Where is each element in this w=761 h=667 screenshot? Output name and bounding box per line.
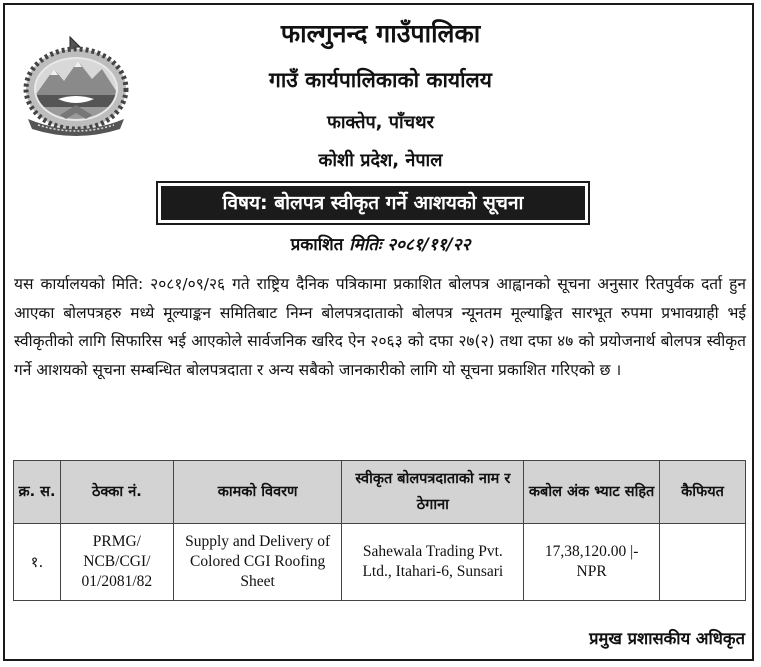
cell-work: Supply and Delivery of Colored CGI Roofing Sheet bbox=[173, 524, 342, 601]
cell-contract-no: PRMG/ NCB/CGI/ 01/2081/82 bbox=[60, 524, 173, 601]
province-line: कोशी प्रदेश, नेपाल bbox=[318, 150, 443, 171]
notice-body: यस कार्यालयको मिति: २०८१/०९/२६ गते राष्ट्रिय दैनिक पत्रिकामा प्रकाशित बोलपत्र आह्वानको सूचना अनुसार रितपुर्वक दर्ता हुन आएका बोलपत्रहरु मध्ये मूल्याङ्कन समितिबाट निम्न बोलपत्रदाताको बोलपत्र न्यूनतम मूल्याङ्कित सारभूत रुपमा प्रभावग्राही भई स्वीकृतीको लागि सिफारिस भई आएकोले सार्वजनिक खरिद ऐन २०६३ को दफा २७(२) तथा दफा ४७ को प्रयोजनार्थ बोलपत्र स्वीकृत गर्ने आशयको सूचना सम्बन्धित बोलपत्रदाता र अन्य सबैको जानकारीको लागि यो सूचना प्रकाशित गरिएको छ । bbox=[14, 275, 746, 379]
office-name: गाउँ कार्यपालिकाको कार्यालय bbox=[269, 68, 492, 92]
header-work: कामको विवरण bbox=[173, 461, 342, 524]
signatory-title: प्रमुख प्रशासकीय अधिकृत bbox=[589, 629, 745, 648]
header-sn: क्र. स. bbox=[14, 461, 61, 524]
cell-sn: १. bbox=[14, 524, 61, 601]
notice-subject: विषय: बोलपत्र स्वीकृत गर्ने आशयको सूचना bbox=[158, 183, 588, 223]
published-label: प्रकाशित bbox=[290, 235, 344, 255]
header-remarks: कैफियत bbox=[660, 461, 746, 524]
municipality-name: फाल्गुनन्द गाउँपालिका bbox=[280, 19, 481, 48]
published-date: मितिः २०८१/११/२२ bbox=[349, 235, 471, 255]
award-table bbox=[13, 460, 746, 601]
cell-bidder: Sahewala Trading Pvt. Ltd., Itahari-6, Sunsari bbox=[342, 524, 524, 601]
address-line: फाक्तेप, पाँचथर bbox=[327, 112, 434, 133]
header-bidder: स्वीकृत बोलपत्रदाताको नाम र ठेगाना bbox=[342, 461, 524, 524]
cell-remarks bbox=[660, 524, 746, 601]
table-header-row bbox=[14, 461, 746, 524]
cell-amount: 17,38,120.00 |- NPR bbox=[524, 524, 660, 601]
header-contract-no: ठेक्का नं. bbox=[60, 461, 173, 524]
table-row bbox=[14, 524, 746, 601]
publication-date bbox=[0, 232, 761, 255]
header-amount: कबोल अंक भ्याट सहित bbox=[524, 461, 660, 524]
